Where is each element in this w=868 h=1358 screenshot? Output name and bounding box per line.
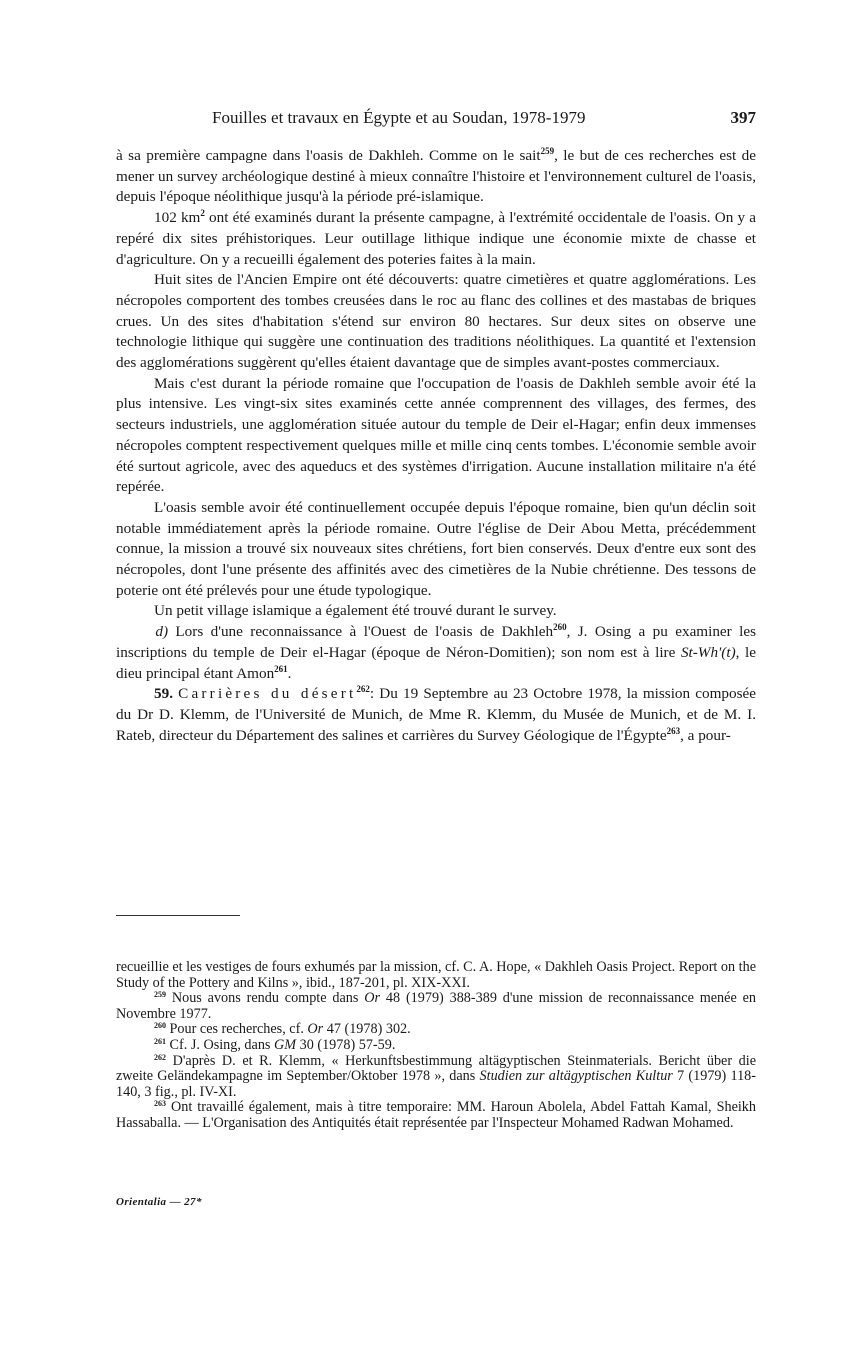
text-run: : Du 19 Septembre au 23 Octobre 1978, la mission composée du Dr D. Klemm, de l'Université de Munich, de Mme R. Klemm, du Musée de Munich, et de M. I. Rateb, directeur du Département des salines et carrières du Survey Géologique de l'Égypte — [116, 685, 756, 744]
text-run: à sa première campagne dans l'oasis de Dakhleh. Comme on le sait — [116, 147, 541, 164]
paragraph: L'oasis semble avoir été continuellement occupée depuis l'époque romaine, bien qu'un déclin soit notable immédiatement après la période romaine. Outre l'église de Deir Abou Metta, précédemment connue, la mission a trouvé six nouveaux sites chrétiens, fort bien conservés. Deux d'entre eux sont des nécropoles, dont l'une présente des affinités avec des cimetières de la Nubie chrétienne. Des tessons de poterie ont été prélevés pour une étude typologique. — [116, 498, 756, 599]
italic-term: St-Wh'(t) — [680, 643, 736, 661]
text-run: . — [287, 664, 292, 682]
paragraph — [116, 684, 756, 746]
footnote — [116, 1054, 756, 1101]
text-run: 47 (1978) 302. — [323, 1021, 411, 1038]
page-header — [116, 108, 756, 132]
footnote — [116, 991, 756, 1022]
footnote-number: 261 — [154, 1036, 166, 1046]
paragraph: Huit sites de l'Ancien Empire ont été découverts: quatre cimetières et quatre agglomérations. Les nécropoles comportent des tombes creusées dans le roc au flanc des collines et des mastabas de briques crues. Un des sites d'habitation s'étend sur environ 80 hectares. Sur deux sites on observe une technologie lithique qui suggère une continuation des traditions néolithiques. La quantité et l'extension des agglomérations suggèrent qu'elles étaient davantage que de simples avant-postes commerciaux. — [116, 271, 756, 372]
paragraph: Un petit village islamique a également été trouvé durant le survey. — [154, 602, 557, 620]
footnote-continuation: recueillie et les vestiges de fours exhumés par la mission, cf. C. A. Hope, « Dakhleh Oasis Project. Report on the Study of the Pottery and Kilns », ibid., 187-201, pl. XIX-XXI. — [116, 959, 756, 991]
text-run: 48 (1979) 388-389 d'une mission de reconnaissance menée en Novembre 1977. — [116, 990, 756, 1022]
paragraph — [116, 622, 756, 684]
text-run: , a pour- — [680, 726, 731, 744]
text-run: D'après D. et R. Klemm, « Herkunftsbestimmung altägyptischen Steinmaterials. Bericht über die zweite Geländekampagne im September/Oktober 1978 », dans — [116, 1052, 756, 1085]
footnotes — [116, 960, 756, 1132]
footnote-number: 260 — [154, 1021, 166, 1031]
text-run: , J. Osing a pu examiner les inscriptions du temple de Deir el-Hagar (époque de Néron-Domitien); son nom est à lire — [116, 623, 756, 661]
exponent: 2 — [200, 208, 205, 219]
footnote-rule — [116, 915, 240, 916]
section-heading: Carrières du désert — [178, 685, 357, 703]
text-run: 30 (1978) 57-59. — [296, 1036, 396, 1053]
text-run: , le but de ces recherches est de mener un survey archéologique destiné à mieux connaître l'histoire et l'environnement culturel de l'oasis, depuis l'époque néolithique jusqu'à la période pré-islamique. — [116, 147, 757, 206]
footnote — [116, 1100, 756, 1131]
footnote-ref: 259 — [540, 146, 555, 156]
paragraph — [116, 208, 756, 270]
footnote-ref: 260 — [553, 622, 567, 633]
italic-term: GM — [274, 1036, 297, 1053]
running-title: Fouilles et travaux en Égypte et au Soudan, 1978-1979 — [212, 108, 586, 127]
text-run: 102 km — [154, 209, 201, 227]
italic-term: Or — [364, 990, 381, 1007]
italic-term: Studien zur altägyptischen Kultur — [479, 1068, 673, 1085]
text-run: ont été examinés durant la présente campagne, à l'extrémité occidentale de l'oasis. On y a repéré dix sites préhistoriques. Leur outillage lithique indique une économie mixte de chasse et d'agriculture. On y a recueilli également des poteries faites à la main. — [116, 209, 756, 268]
text-run: Lors d'une reconnaissance à l'Ouest de l'oasis de Dakhleh — [168, 623, 554, 641]
item-label: d) — [155, 623, 168, 641]
italic-term: Or — [307, 1021, 324, 1038]
body-text — [116, 146, 756, 746]
footnote — [116, 1038, 756, 1054]
footnote-number: 262 — [154, 1052, 166, 1062]
text-run: Nous avons rendu compte dans — [166, 990, 365, 1007]
section-number: 59. — [154, 685, 173, 703]
text-run: 7 (1979) 118-140, 3 fig., pl. IV-XI. — [116, 1068, 756, 1100]
page-number: 397 — [730, 108, 756, 127]
footnote-ref: 261 — [274, 663, 288, 674]
text-run: Cf. J. Osing, dans — [166, 1036, 274, 1053]
text-run: , le dieu principal étant Amon — [116, 643, 756, 682]
footnote-ref: 262 — [356, 684, 370, 695]
signature-mark: Orientalia — 27* — [116, 1196, 202, 1208]
footnote-number: 263 — [154, 1099, 166, 1109]
footnote — [116, 1022, 756, 1038]
footnote-number: 259 — [154, 990, 166, 1000]
text-run: Pour ces recherches, cf. — [166, 1021, 308, 1038]
paragraph: Mais c'est durant la période romaine que l'occupation de l'oasis de Dakhleh semble avoir été la plus intensive. Les vingt-six sites examinés cette année comprennent des villages, des fermes, des secteurs industriels, une agglomération située autour du temple de Deir el-Hagar; enfin deux immenses nécropoles comptent respectivement quelques mille et mille cinq cents tombes. L'économie semble avoir été surtout agricole, avec des aqueducs et des systèmes d'irrigation. Aucune installation militaire n'a été repérée. — [116, 374, 756, 496]
text-run: Ont travaillé également, mais à titre temporaire: MM. Haroun Abolela, Abdel Fattah Kamal, Sheikh Hassaballa. — L'Organisation des Antiquités était représentée par l'Inspecteur Mohamed Radwan Mohamed. — [116, 1099, 756, 1131]
footnote-ref: 263 — [666, 725, 681, 736]
paragraph — [116, 146, 756, 208]
